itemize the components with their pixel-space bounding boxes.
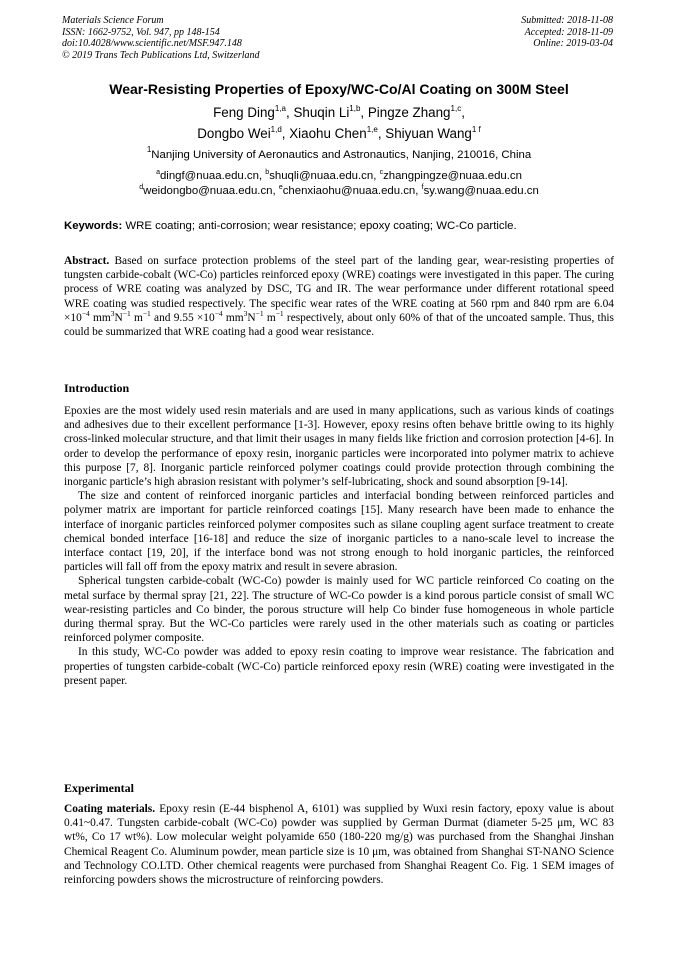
author-affiliation-mark: 1,c <box>450 104 462 113</box>
paragraph: In this study, WC-Co powder was added to epoxy resin coating to improve wear resistance. The fabrication and properties of tungsten carbide-cobalt (WC-Co) particle reinforced epoxy resin (WRE) coating were investigated in the present paper. <box>64 646 614 687</box>
keywords-text: WRE coating; anti-corrosion; wear resistance; epoxy coating; WC-Co particle. <box>125 220 517 232</box>
abstract-label: Abstract. <box>64 255 110 267</box>
author-name: Xiaohu Chen <box>289 126 367 141</box>
affiliation <box>0 145 678 161</box>
author-affiliation-mark: 1,a <box>274 104 286 113</box>
email-link[interactable]: sy.wang@nuaa.edu.cn <box>423 185 539 197</box>
author-affiliation-mark: 1 f <box>471 125 481 134</box>
email-link[interactable]: weidongbo@nuaa.edu.cn <box>143 185 273 197</box>
paragraph: Coating materials. Epoxy resin (E-44 bisphenol A, 6101) was supplied by Wuxi resin factory, epoxy value is about 0.41~0.47. Tungsten carbide-cobalt (WC-Co) powder was supplied by German Durmat (diameter 5-25 μm, WC 83 wt%, Co 17 wt%). Low molecular weight polyamide 650 (180-220 mg/g) was purchased from the Shanghai Jinshan Chemical Reagent Co. Aluminum powder, mean particle size is 10 μm, was obtained from Shanghai ST-NANO Science and Technology CO.LTD. Other chemical reagents were purchased from Shanghai Reagent Co. Fig. 1 SEM images of reinforcing powders shows the microstructure of reinforcing powders. <box>64 803 614 887</box>
paper-title: Wear-Resisting Properties of Epoxy/WC-Co/Al Coating on 300M Steel <box>109 81 569 97</box>
email-line-2: $^d$weidongbo@nuaa.edu.cn, $^e$chenxiaohu@nuaa.edu.cn, $^f$sy.wang@nuaa.edu.cn <box>139 184 539 197</box>
author-affiliation-mark: 1,e <box>366 125 378 134</box>
online-date: Online: 2019-03-04 <box>533 38 613 49</box>
journal-doi: doi:10.4028/www.scientific.net/MSF.947.148 <box>62 38 242 49</box>
experimental-body <box>64 802 614 887</box>
author-affiliation-mark: 1,b <box>349 104 361 113</box>
abstract-paragraph: Abstract. Based on surface protection problems of the steel part of the landing gear, wear-resisting properties of tungsten carbide-cobalt (WC-Co) particles reinforced epoxy (WRE) coatings were investigated in this paper. The curing process of WRE coating was analyzed by DSC, TG and IR. The wear performance under different rotational speed WRE coating was studied respectively. The specific wear rates of the WRE coating at 560 rpm and 840 rpm are $6.04 \times 10^{-4}$ $mm^3N^{-1}$ $m^{-1}$ and $9.55 \times 10^{-4}$ $mm^3N^{-1}$ $m^{-1}$ respectively, about only 60% of that of the uncoated sample. Thus, this could be summarized that WRE coating had a good wear resistance. <box>64 255 614 339</box>
paragraph: Spherical tungsten carbide-cobalt (WC-Co) powder is mainly used for WC particle reinforced Co coating on the metal surface by thermal spray [21, 22]. The structure of WC-Co powder is a kind porous particle consist of small WC wear-resisting particles and Co binder, the porous structure will help Co binder fuse homogeneous in whole particle during thermal spray. But the WC-Co particles were rarely used in the other materials such as coating or particles reinforced polymer composite. <box>64 575 614 645</box>
abstract <box>64 254 614 339</box>
journal-issn: ISSN: 1662-9752, Vol. 947, pp 148-154 <box>62 26 220 38</box>
author-name: Feng Ding <box>213 105 275 120</box>
email-link[interactable]: dingf@nuaa.edu.cn <box>159 170 259 182</box>
author-name: Pingze Zhang <box>367 105 451 120</box>
author-line-2: Dongbo Wei$^{1,d}$, Xiaohu Chen$^{1,e}$, Shiyuan Wang$^{1 f}$ <box>197 125 481 141</box>
introduction-body <box>64 404 614 688</box>
email-line-1: $^a$dingf@nuaa.edu.cn, $^b$shuqli@nuaa.edu.cn, $^c$zhangpingze@nuaa.edu.cn <box>156 169 522 182</box>
accepted-date: Accepted: 2018-11-09 <box>524 26 613 38</box>
author-line-1: Feng Ding$^{1,a}$, Shuqin Li$^{1,b}$, Pingze Zhang$^{1,c}$, <box>213 104 465 120</box>
journal-header <box>62 15 260 61</box>
paragraph: The size and content of reinforced inorganic particles and interfacial bonding between reinforced particles and polymer matrix are important for particle reinforced coatings [15]. Many research have been made to enhance the interface of inorganic particles reinforced polymer composites such as silane coupling agent surface treatment to create chemical bonded interface [16-18] and reduce the size of inorganic particles to a nano-scale level to increase the interface contact [19, 20], if the interface bond was not strong enough to hold inorganic particles, the reinforced particles will fall off from the epoxy matrix and result in severe abrasion. <box>64 490 614 574</box>
author-name: Shiyuan Wang <box>385 126 472 141</box>
section-heading-experimental: Experimental <box>64 781 134 795</box>
author-list <box>0 102 678 144</box>
subsection-label: Coating materials. <box>64 803 156 815</box>
journal-copyright: © 2019 Trans Tech Publications Ltd, Switzerland <box>62 49 260 61</box>
dates-header <box>521 15 613 50</box>
author-emails <box>0 169 678 199</box>
section-heading-introduction: Introduction <box>64 381 130 395</box>
email-link[interactable]: zhangpingze@nuaa.edu.cn <box>383 170 522 182</box>
email-link[interactable]: shuqli@nuaa.edu.cn <box>269 170 374 182</box>
affiliation-mark: 1 <box>146 145 152 154</box>
email-link[interactable]: chenxiaohu@nuaa.edu.cn <box>282 185 416 197</box>
keywords <box>64 220 517 232</box>
author-name: Dongbo Wei <box>197 126 271 141</box>
author-name: Shuqin Li <box>293 105 350 120</box>
affiliation-text: Nanjing University of Aeronautics and Astronautics, Nanjing, 210016, China <box>151 149 532 161</box>
journal-name: Materials Science Forum <box>62 15 164 26</box>
author-affiliation-mark: 1,d <box>270 125 282 134</box>
paragraph: Epoxies are the most widely used resin materials and are used in many applications, such as various kinds of coatings and adhesives due to their excellent performance [1-3]. However, epoxy resins often behave brittle owing to its highly cross-linked molecular structure, and that limit their usages in many fields like friction and corrosion protection [4-6]. In order to develop the performance of epoxy resin, inorganic particles were incorporated into polymer matrix to achieve this purpose [7, 8]. Inorganic particle reinforced polymer coatings could provide protection through combining the inorganic particle’s high abrasion resistant with polymer’s self-lubricating, shock and sound absorption [9-14]. <box>64 405 614 489</box>
submitted-date: Submitted: 2018-11-08 <box>521 15 613 26</box>
keywords-label: Keywords: <box>64 220 123 232</box>
